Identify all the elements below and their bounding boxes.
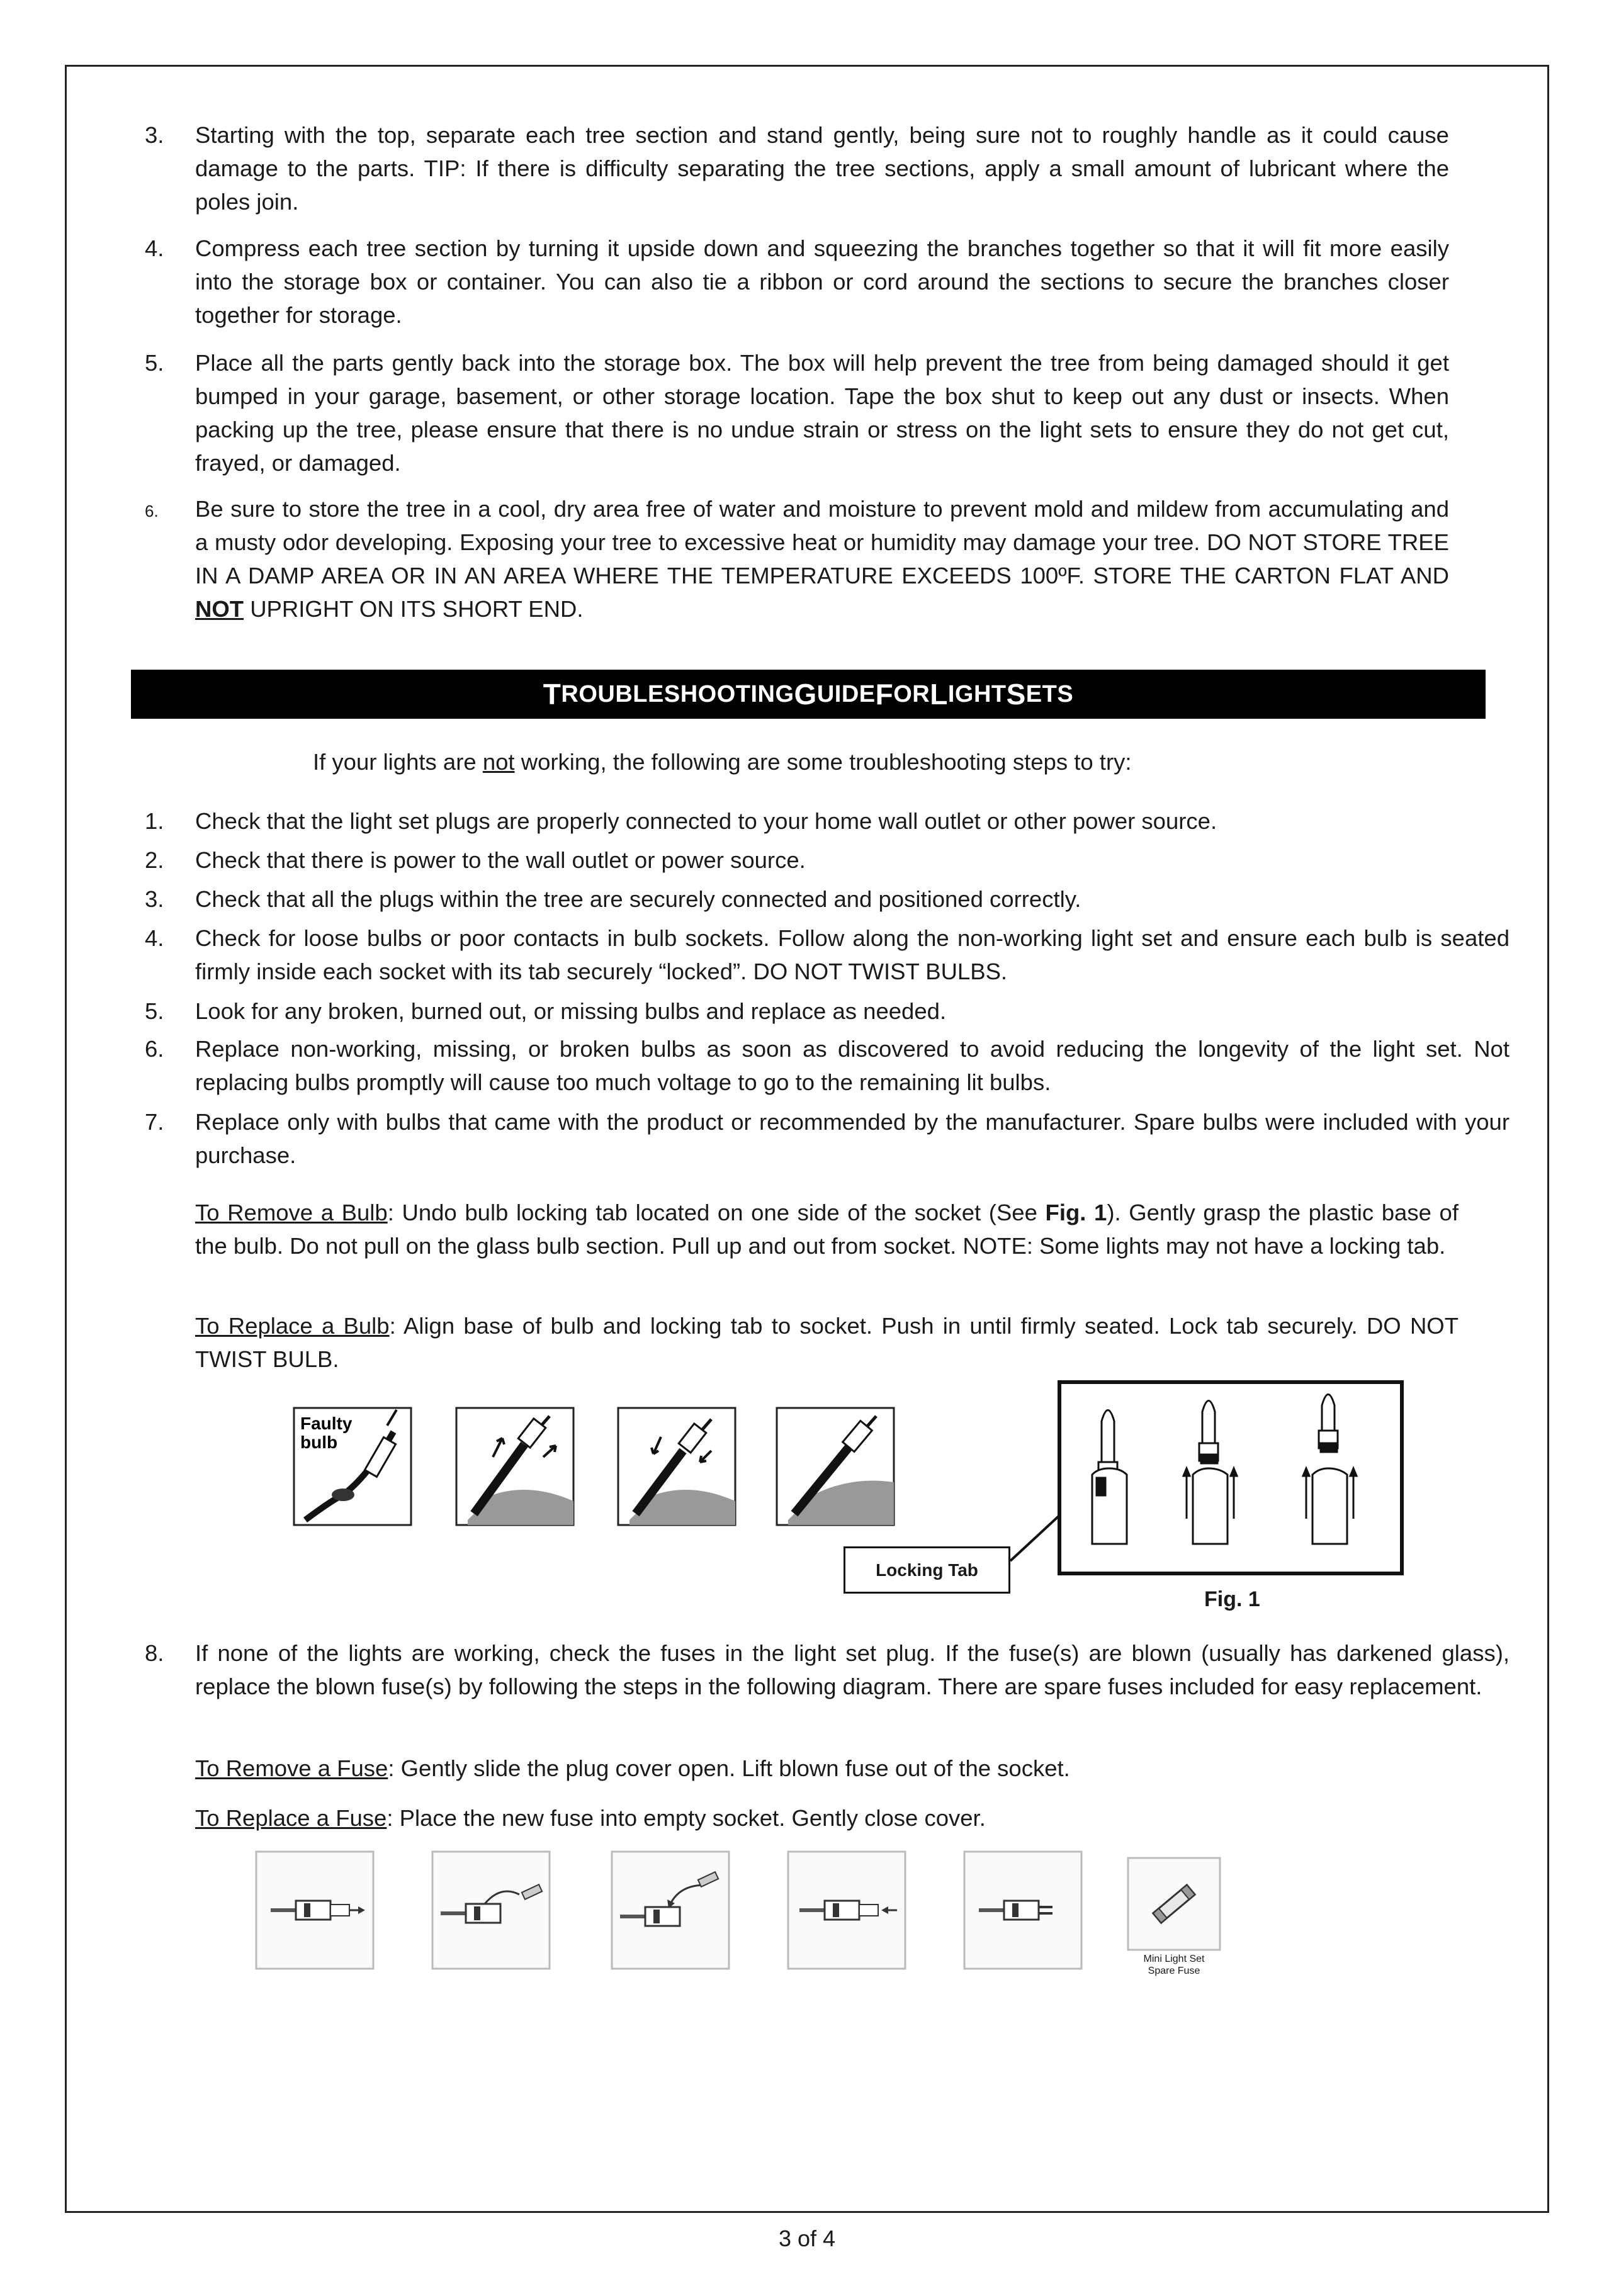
fuse-step-2-illustration <box>431 1850 551 1970</box>
fuse-step-4-illustration <box>787 1850 906 1970</box>
step-number: 5. <box>145 350 164 376</box>
step-text: Be sure to store the tree in a cool, dry area free of water and moisture to prevent mold and mildew from accumulating and a musty odor developing. Exposing your tree to excessive heat or humidity may damage your tree. DO NOT STORE TREE IN A DAMP AREA OR IN AN AREA WHERE THE TEMPERATURE EXCEEDS 100ºF. STORE THE CARTON FLAT AND NOT UPRIGHT ON ITS SHORT END. <box>195 496 1449 622</box>
seated-bulb-illustration <box>776 1407 895 1526</box>
svg-text:bulb: bulb <box>300 1432 338 1452</box>
remove-bulb-illustration <box>455 1407 575 1526</box>
figure-caption: Fig. 1 <box>1204 1587 1260 1611</box>
svg-text:Faulty: Faulty <box>300 1414 353 1433</box>
step-text: Starting with the top, separate each tree section and stand gently, being sure not to roughly handle as it could cause damage to the parts. TIP: If there is difficulty separating the tree sections, apply a small amount of lubricant where the poles join. <box>195 122 1449 215</box>
remove-bulb-instructions: To Remove a Bulb: Undo bulb locking tab located on one side of the socket (See Fig. 1). Gently grasp the plastic base of the bulb. Do not pull on the glass bulb section. Pull up and out from socket. NOTE: Some lights may not have a locking tab. <box>195 1200 1459 1259</box>
step-number: 3. <box>145 122 164 148</box>
fuse-step-5-illustration <box>963 1850 1083 1970</box>
fuse-step-3-illustration <box>611 1850 730 1970</box>
step-text: Place all the parts gently back into the storage box. The box will help prevent the tree from being damaged should it get bumped in your garage, basement, or other storage location. Tape the box shut to keep out any dust or insects. When packing up the tree, please ensure that there is no undue strain or stress on the light sets to ensure they do not get cut, frayed, or damaged. <box>195 350 1449 476</box>
replace-fuse-instructions: To Replace a Fuse: Place the new fuse into empty socket. Gently close cover. <box>195 1805 986 1831</box>
fuse-step-1-illustration <box>255 1850 375 1970</box>
step-number: 6. <box>145 502 159 521</box>
page-number: 3 of 4 <box>778 2226 836 2251</box>
spare-fuse-caption: Mini Light Set Spare Fuse <box>1143 1954 1205 1976</box>
step-number: 4. <box>145 235 164 261</box>
locking-tab-label: Locking Tab <box>844 1546 1010 1594</box>
replace-bulb-instructions: To Replace a Bulb: Align base of bulb and locking tab to socket. Push in until firmly seated. Lock tab securely. DO NOT TWIST BULB. <box>195 1313 1459 1372</box>
faulty-bulb-illustration <box>293 1407 412 1526</box>
troubleshooting-intro: If your lights are not working, the following are some troubleshooting steps to try: <box>313 749 1132 775</box>
insert-bulb-illustration <box>617 1407 736 1526</box>
section-heading: T ROUBLESHOOTING G UIDE F OR L IGHT S ETS <box>131 670 1486 719</box>
remove-fuse-instructions: To Remove a Fuse: Gently slide the plug cover open. Lift blown fuse out of the socket. <box>195 1755 1070 1781</box>
step-text: Compress each tree section by turning it upside down and squeezing the branches together so that it will fit more easily into the storage box or container. You can also tie a ribbon or cord around the sections to secure the branches closer together for storage. <box>195 235 1449 328</box>
spare-fuse-illustration <box>1127 1857 1221 1951</box>
bulb-socket-diagram <box>1058 1380 1404 1575</box>
